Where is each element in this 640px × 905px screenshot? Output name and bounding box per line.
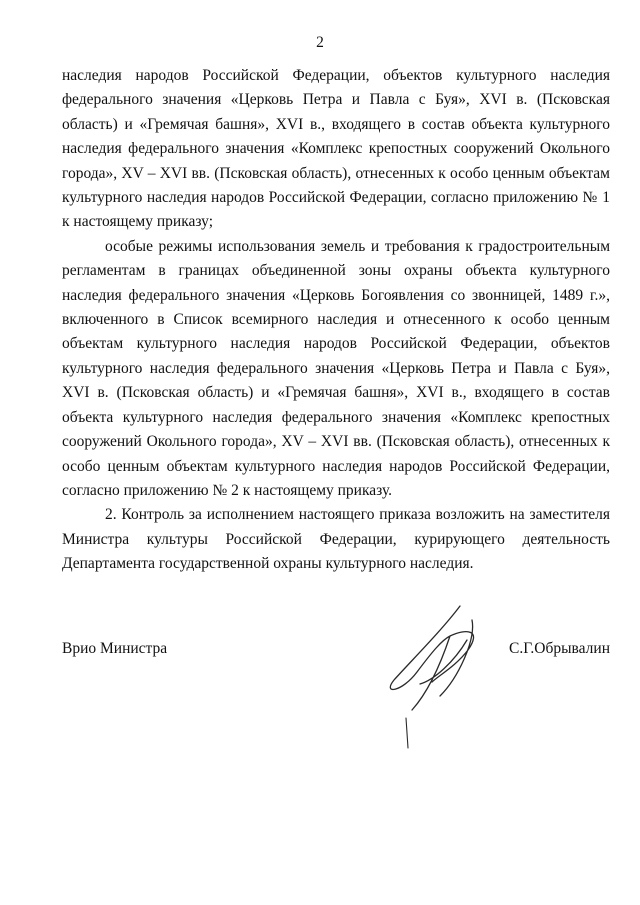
paragraph-special-regimes: особые режимы использования земель и требования к градостроительным регламентам в границах объединенной зоны охраны объекта культурного наследия федерального значения «Церковь Богоявления со звонницей, 1489 г.», включенного в Список всемирного наследия и отнесенного к особо ценным объектам культурного наследия народов Российской Федерации, объектов культурного наследия федерального значения «Церковь Петра и Павла с Буя», XVI в. (Псковская область) и «Гремячая башня», XVI в., входящего в состав объекта культурного наследия федерального значения «Комплекс крепостных сооружений Окольного города», XV – XVI вв. (Псковская область), отнесенных к особо ценным объектам культурного наследия народов Российской Федерации, согласно приложению № 2 к настоящему приказу. (62, 237, 610, 499)
paragraph-control: 2. Контроль за исполнением настоящего приказа возложить на заместителя Министра культуры Российской Федерации, курирующего деятельность Департамента государственной охраны культурного наследия. (62, 506, 610, 573)
paragraph-continuation: наследия народов Российской Федерации, объектов культурного наследия федерального значения «Церковь Петра и Павла с Буя», XVI в. (Псковская область) и «Гремячая башня», XVI в., входящего в состав объекта культурного наследия федерального значения «Комплекс крепостных сооружений Окольного города», XV – XVI вв. (Псковская область), отнесенных к особо ценным объектам культурного наследия народов Российской Федерации, согласно приложению № 1 к настоящему приказу; (62, 67, 610, 231)
handwritten-signature (372, 600, 522, 750)
document-body (62, 64, 610, 577)
signatory-name: С.Г.Обрывалин (509, 640, 610, 657)
page-number: 2 (316, 34, 324, 51)
signatory-title: Врио Министра (62, 640, 168, 657)
